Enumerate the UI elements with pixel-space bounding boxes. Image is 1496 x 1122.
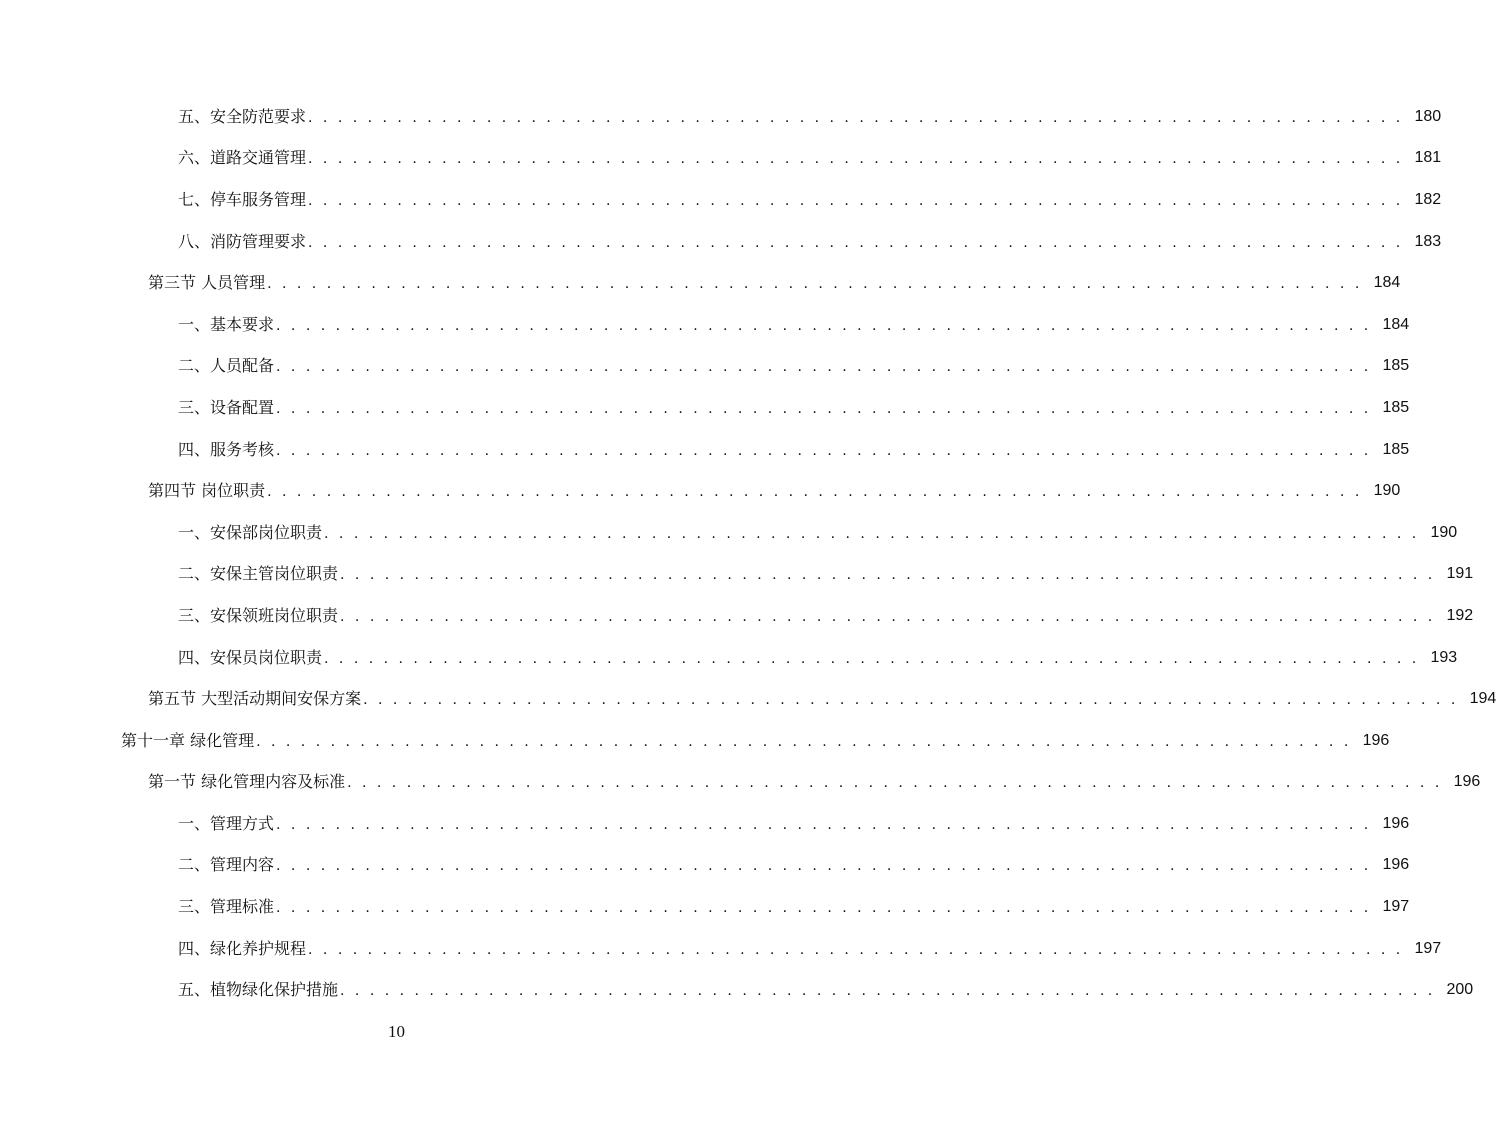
toc-entry-page-number: 193 (1430, 648, 1458, 666)
dot-leader: . . . . . . . . . . . . . . . . . . . . . . . . . . . . . . . . . . . . . . . . . . . . . . . . . . . . . . . . . . . . . . . . . . . . . . . . . . (276, 359, 1372, 376)
toc-entry[interactable] (178, 637, 1458, 679)
toc-entry-page-number: 197 (1414, 939, 1442, 957)
toc-entry[interactable] (148, 678, 1496, 720)
toc-entry-title: 三、设备配置 (178, 397, 275, 417)
toc-entry[interactable] (148, 262, 1401, 304)
toc-entry-title: 第一节 绿化管理内容及标准 (148, 772, 346, 792)
toc-entry-page-number: 185 (1382, 357, 1410, 375)
toc-entry-page-number: 182 (1414, 190, 1442, 208)
toc-entry[interactable] (148, 470, 1401, 512)
toc-entry[interactable] (121, 720, 1390, 762)
toc-entry-title: 四、服务考核 (178, 439, 275, 459)
dot-leader: . . . . . . . . . . . . . . . . . . . . . . . . . . . . . . . . . . . . . . . . . . . . . . . . . . . . . . . . . . . . . . . . . . . . . . . . . . (308, 234, 1404, 251)
toc-entry-title: 二、管理内容 (178, 855, 275, 875)
toc-entry-page-number: 194 (1469, 690, 1496, 708)
toc-entry[interactable] (178, 346, 1410, 388)
toc-entry-page-number: 200 (1446, 981, 1474, 999)
page-number: 10 (388, 1022, 405, 1041)
dot-leader: . . . . . . . . . . . . . . . . . . . . . . . . . . . . . . . . . . . . . . . . . . . . . . . . . . . . . . . . . . . . . . . . . . . . . . . . . . (308, 192, 1404, 209)
toc-entry-title: 一、管理方式 (178, 813, 275, 833)
toc-entry[interactable] (178, 179, 1442, 221)
toc-entry-page-number: 197 (1382, 898, 1410, 916)
toc-entry[interactable] (178, 595, 1474, 637)
toc-entry-title: 四、绿化养护规程 (178, 938, 307, 958)
dot-leader: . . . . . . . . . . . . . . . . . . . . . . . . . . . . . . . . . . . . . . . . . . . . . . . . . . . . . . . . . . . . . . . . . . . . . . . . . . (276, 858, 1372, 875)
toc-entry-page-number: 185 (1382, 440, 1410, 458)
toc-entry-title: 四、安保员岗位职责 (178, 647, 323, 667)
toc-entry[interactable] (148, 762, 1481, 804)
dot-leader: . . . . . . . . . . . . . . . . . . . . . . . . . . . . . . . . . . . . . . . . . . . . . . . . . . . . . . . . . . . . . . . . . . . . . . . . . . (363, 692, 1459, 709)
toc-entry[interactable] (178, 928, 1442, 970)
dot-leader: . . . . . . . . . . . . . . . . . . . . . . . . . . . . . . . . . . . . . . . . . . . . . . . . . . . . . . . . . . . . . . . . . . . . . . . . . . (324, 525, 1420, 542)
dot-leader: . . . . . . . . . . . . . . . . . . . . . . . . . . . . . . . . . . . . . . . . . . . . . . . . . . . . . . . . . . . . . . . . . . . . . . . . . . (308, 151, 1404, 168)
toc-entry[interactable] (178, 96, 1442, 138)
dot-leader: . . . . . . . . . . . . . . . . . . . . . . . . . . . . . . . . . . . . . . . . . . . . . . . . . . . . . . . . . . . . . . . . . . . . . . . . . . (347, 775, 1443, 792)
toc-entry[interactable] (178, 554, 1474, 596)
dot-leader: . . . . . . . . . . . . . . . . . . . . . . . . . . . . . . . . . . . . . . . . . . . . . . . . . . . . . . . . . . . . . . . . . . . . . . . . . . (276, 442, 1372, 459)
toc-entry-title: 第三节 人员管理 (148, 273, 266, 293)
dot-leader: . . . . . . . . . . . . . . . . . . . . . . . . . . . . . . . . . . . . . . . . . . . . . . . . . . . . . . . . . . . . . . . . . . . . . . . . . . (267, 276, 1363, 293)
toc-entry-page-number: 196 (1362, 731, 1390, 749)
toc-entry-page-number: 190 (1373, 482, 1401, 500)
toc-entry-title: 第五节 大型活动期间安保方案 (148, 689, 362, 709)
toc-entry-title: 二、人员配备 (178, 356, 275, 376)
toc-entry-title: 三、管理标准 (178, 897, 275, 917)
dot-leader: . . . . . . . . . . . . . . . . . . . . . . . . . . . . . . . . . . . . . . . . . . . . . . . . . . . . . . . . . . . . . . . . . . . . . . . . . . (256, 733, 1352, 750)
toc-entry-title: 七、停车服务管理 (178, 189, 307, 209)
table-of-contents (0, 96, 1496, 1011)
toc-entry-title: 一、基本要求 (178, 314, 275, 334)
toc-entry-title: 一、安保部岗位职责 (178, 522, 323, 542)
dot-leader: . . . . . . . . . . . . . . . . . . . . . . . . . . . . . . . . . . . . . . . . . . . . . . . . . . . . . . . . . . . . . . . . . . . . . . . . . . (276, 900, 1372, 917)
toc-entry[interactable] (178, 886, 1410, 928)
toc-entry-page-number: 190 (1430, 523, 1458, 541)
dot-leader: . . . . . . . . . . . . . . . . . . . . . . . . . . . . . . . . . . . . . . . . . . . . . . . . . . . . . . . . . . . . . . . . . . . . . . . . . . (276, 816, 1372, 833)
toc-entry-page-number: 181 (1414, 149, 1442, 167)
toc-entry-page-number: 184 (1373, 274, 1401, 292)
toc-entry[interactable] (178, 387, 1410, 429)
toc-entry[interactable] (178, 803, 1410, 845)
dot-leader: . . . . . . . . . . . . . . . . . . . . . . . . . . . . . . . . . . . . . . . . . . . . . . . . . . . . . . . . . . . . . . . . . . . . . . . . . . (340, 608, 1436, 625)
toc-entry[interactable] (178, 845, 1410, 887)
toc-entry-title: 五、植物绿化保护措施 (178, 980, 339, 1000)
toc-entry-page-number: 196 (1453, 773, 1481, 791)
dot-leader: . . . . . . . . . . . . . . . . . . . . . . . . . . . . . . . . . . . . . . . . . . . . . . . . . . . . . . . . . . . . . . . . . . . . . . . . . . (308, 941, 1404, 958)
dot-leader: . . . . . . . . . . . . . . . . . . . . . . . . . . . . . . . . . . . . . . . . . . . . . . . . . . . . . . . . . . . . . . . . . . . . . . . . . . (267, 484, 1363, 501)
toc-entry-page-number: 180 (1414, 107, 1442, 125)
dot-leader: . . . . . . . . . . . . . . . . . . . . . . . . . . . . . . . . . . . . . . . . . . . . . . . . . . . . . . . . . . . . . . . . . . . . . . . . . . (340, 983, 1436, 1000)
toc-entry[interactable] (178, 429, 1410, 471)
toc-entry[interactable] (178, 304, 1410, 346)
toc-entry-title: 六、道路交通管理 (178, 148, 307, 168)
toc-entry-title: 三、安保领班岗位职责 (178, 605, 339, 625)
toc-entry[interactable] (178, 969, 1474, 1011)
toc-entry-title: 第十一章 绿化管理 (121, 730, 255, 750)
toc-entry-page-number: 185 (1382, 398, 1410, 416)
toc-entry-page-number: 184 (1382, 315, 1410, 333)
dot-leader: . . . . . . . . . . . . . . . . . . . . . . . . . . . . . . . . . . . . . . . . . . . . . . . . . . . . . . . . . . . . . . . . . . . . . . . . . . (276, 317, 1372, 334)
toc-entry-title: 第四节 岗位职责 (148, 481, 266, 501)
toc-entry-page-number: 191 (1446, 565, 1474, 583)
toc-entry-title: 二、安保主管岗位职责 (178, 564, 339, 584)
toc-entry-title: 八、消防管理要求 (178, 231, 307, 251)
dot-leader: . . . . . . . . . . . . . . . . . . . . . . . . . . . . . . . . . . . . . . . . . . . . . . . . . . . . . . . . . . . . . . . . . . . . . . . . . . (340, 567, 1436, 584)
toc-entry-page-number: 196 (1382, 814, 1410, 832)
toc-entry[interactable] (178, 221, 1442, 263)
toc-entry-title: 五、安全防范要求 (178, 106, 307, 126)
dot-leader: . . . . . . . . . . . . . . . . . . . . . . . . . . . . . . . . . . . . . . . . . . . . . . . . . . . . . . . . . . . . . . . . . . . . . . . . . . (308, 109, 1404, 126)
dot-leader: . . . . . . . . . . . . . . . . . . . . . . . . . . . . . . . . . . . . . . . . . . . . . . . . . . . . . . . . . . . . . . . . . . . . . . . . . . (324, 650, 1420, 667)
toc-entry[interactable] (178, 138, 1442, 180)
toc-entry-page-number: 196 (1382, 856, 1410, 874)
dot-leader: . . . . . . . . . . . . . . . . . . . . . . . . . . . . . . . . . . . . . . . . . . . . . . . . . . . . . . . . . . . . . . . . . . . . . . . . . . (276, 400, 1372, 417)
toc-entry[interactable] (178, 512, 1458, 554)
toc-entry-page-number: 192 (1446, 606, 1474, 624)
toc-entry-page-number: 183 (1414, 232, 1442, 250)
